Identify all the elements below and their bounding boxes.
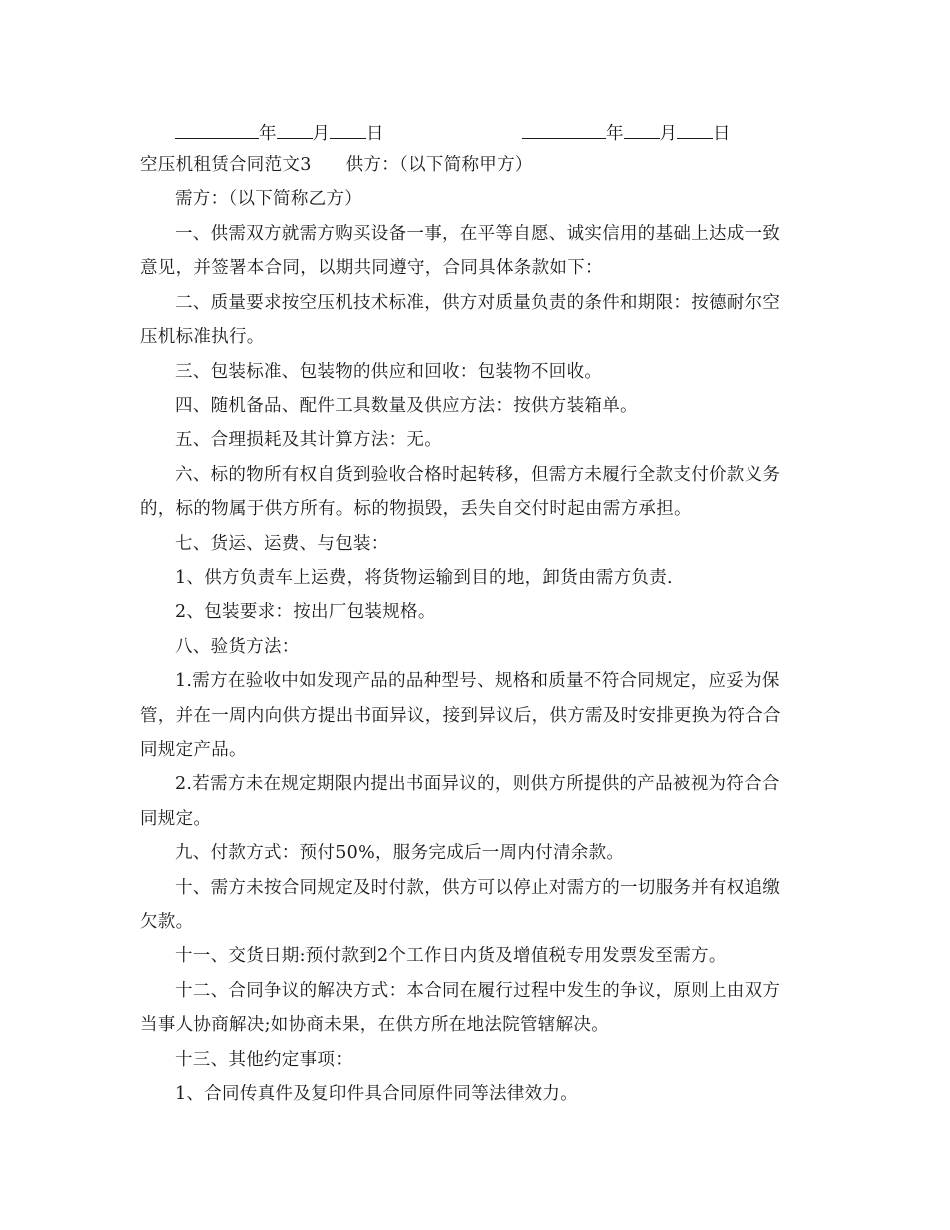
clause-12-line-2: 当事人协商解决;如协商未果，在供方所在地法院管辖解决。 [140, 1015, 609, 1035]
clause-8-item-1-line-3: 同规定产品。 [140, 740, 247, 760]
day-char: 日 [713, 124, 731, 144]
clause-9: 九、付款方式：预付50%，服务完成后一周内付清余款。 [175, 843, 625, 863]
clause-8: 八、验货方法： [175, 637, 300, 657]
clause-10-line-1: 十、需方未按合同规定及时付款，供方可以停止对需方的一切服务并有权追缴 [175, 878, 781, 898]
clause-2-line-1: 二、质量要求按空压机技术标准，供方对质量负责的条件和期限：按德耐尔空 [175, 293, 781, 313]
year-char: 年 [259, 124, 277, 144]
title-line [140, 154, 533, 176]
year-blank [175, 120, 259, 139]
day-char: 日 [366, 124, 384, 144]
date-left [175, 120, 384, 145]
date-right [522, 120, 731, 145]
month-blank [624, 120, 660, 139]
clause-1-line-2: 意见，并签署本合同，以期共同遵守，合同具体条款如下： [140, 258, 603, 278]
month-blank [277, 120, 313, 139]
clause-7-item-2: 2、包装要求：按出厂包装规格。 [175, 602, 436, 622]
clause-5: 五、合理损耗及其计算方法：无。 [175, 430, 442, 450]
clause-2-line-2: 压机标准执行。 [140, 327, 265, 347]
clause-6-line-1: 六、标的物所有权自货到验收合格时起转移，但需方未履行全款支付价款义务 [175, 465, 781, 485]
day-blank [330, 120, 366, 139]
month-char: 月 [659, 124, 677, 144]
clause-13: 十三、其他约定事项： [175, 1050, 353, 1070]
day-blank [677, 120, 713, 139]
clause-10-line-2: 欠款。 [140, 912, 194, 932]
clause-13-item-1: 1、合同传真件及复印件具合同原件同等法律效力。 [175, 1084, 579, 1104]
year-char: 年 [606, 124, 624, 144]
clause-12-line-1: 十二、合同争议的解决方式：本合同在履行过程中发生的争议，原则上由双方 [175, 981, 781, 1001]
clause-8-item-2-line-2: 同规定。 [140, 809, 212, 829]
clause-8-item-1-line-2: 管，并在一周内向供方提出书面异议，接到异议后，供方需及时安排更换为符合合 [140, 706, 781, 726]
document-title: 空压机租赁合同范文3 [140, 155, 312, 175]
clause-7: 七、货运、运费、与包装： [175, 534, 389, 554]
signature-date-row [175, 120, 775, 144]
clause-11: 十一、交货日期:预付款到2个工作日内货及增值税专用发票发至需方。 [175, 946, 727, 966]
clause-7-item-1: 1、供方负责车上运费，将货物运输到目的地，卸货由需方负责. [175, 568, 673, 588]
month-char: 月 [312, 124, 330, 144]
clause-4: 四、随机备品、配件工具数量及供应方法：按供方装箱单。 [175, 396, 638, 416]
buyer-line: 需方：（以下简称乙方） [175, 189, 363, 209]
clause-8-item-1-line-1: 1.需方在验收中如发现产品的品种型号、规格和质量不符合同规定，应妥为保 [175, 671, 780, 691]
clause-6-line-2: 的，标的物属于供方所有。标的物损毁，丢失自交付时起由需方承担。 [140, 499, 692, 519]
clause-1-line-1: 一、供需双方就需方购买设备一事，在平等自愿、诚实信用的基础上达成一致 [175, 224, 781, 244]
clause-3: 三、包装标准、包装物的供应和回收：包装物不回收。 [175, 362, 603, 382]
year-blank [522, 120, 606, 139]
clause-8-item-2-line-1: 2.若需方未在规定期限内提出书面异议的，则供方所提供的产品被视为符合合 [175, 774, 780, 794]
supplier-line: 供方：（以下简称甲方） [345, 155, 533, 175]
